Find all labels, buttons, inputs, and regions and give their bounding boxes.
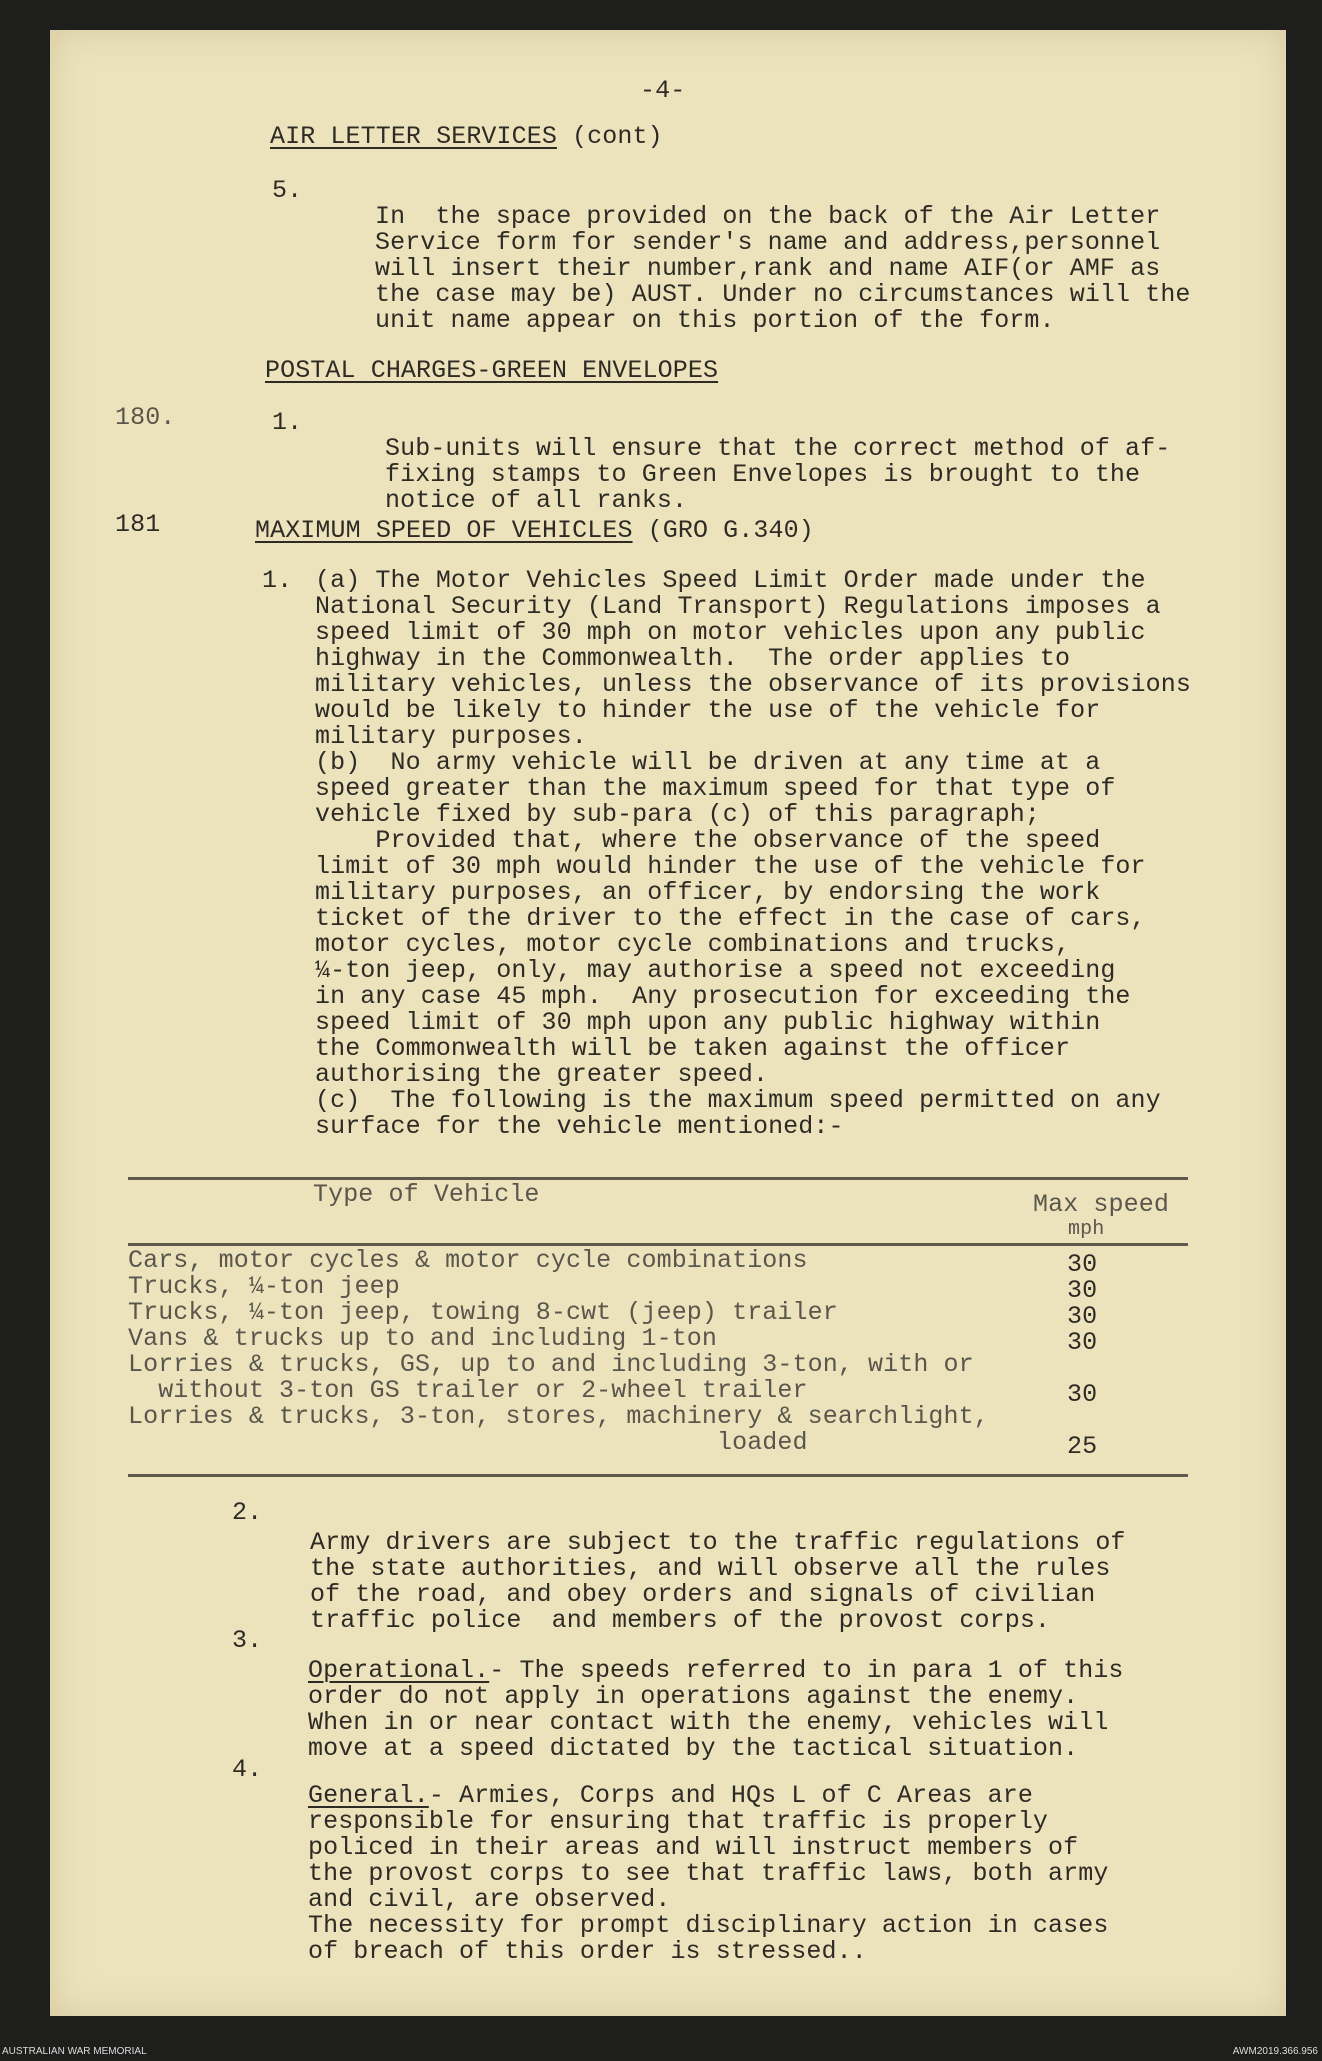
table-cell-speed: 30 bbox=[1067, 1250, 1098, 1279]
para-number: 5. bbox=[272, 176, 303, 205]
section-heading-postal: POSTAL CHARGES-GREEN ENVELOPES bbox=[265, 356, 719, 385]
table-cell-speed: 25 bbox=[1067, 1432, 1098, 1461]
text-line: authorising the greater speed. bbox=[315, 1060, 769, 1089]
text-line: In the space provided on the back of the Air Letter bbox=[375, 202, 1161, 231]
text-line: order do not apply in operations against the enemy. bbox=[308, 1682, 1079, 1711]
footer-credit: AUSTRALIAN WAR MEMORIAL bbox=[2, 2046, 147, 2057]
heading-text: MAXIMUM SPEED OF VEHICLES bbox=[255, 516, 633, 545]
text-line: fixing stamps to Green Envelopes is brought to the bbox=[385, 460, 1141, 489]
table-cell-speed: 30 bbox=[1067, 1276, 1098, 1305]
table-cell-type: Cars, motor cycles & motor cycle combinations bbox=[128, 1246, 808, 1275]
text-line: the case may be) AUST. Under no circumstances will the bbox=[375, 280, 1191, 309]
text-line: (b) No army vehicle will be driven at any time at a bbox=[315, 748, 1101, 777]
heading-suffix: (cont) bbox=[556, 122, 663, 151]
text-line: would be likely to hinder the use of the vehicle for bbox=[315, 696, 1101, 725]
text-line: When in or near contact with the enemy, vehicles will bbox=[308, 1708, 1109, 1737]
text-line: National Security (Land Transport) Regulations imposes a bbox=[315, 592, 1161, 621]
table-cell-type: Lorries & trucks, 3-ton, stores, machinery & searchlight, bbox=[128, 1402, 989, 1431]
table-header-type: Type of Vehicle bbox=[313, 1180, 540, 1209]
table-cell-speed: 30 bbox=[1067, 1302, 1098, 1331]
text-line: traffic police and members of the provost corps. bbox=[310, 1606, 1051, 1635]
heading-suffix: (GRO G.340) bbox=[632, 516, 814, 545]
text-line: (a) The Motor Vehicles Speed Limit Order made under the bbox=[315, 566, 1146, 595]
para-number: 2. bbox=[232, 1498, 263, 1527]
section-heading-speed bbox=[255, 518, 814, 544]
text-line: Service form for sender's name and address,personnel bbox=[375, 228, 1161, 257]
text-line: the provost corps to see that traffic laws, both army bbox=[308, 1859, 1109, 1888]
text-line: military vehicles, unless the observance of its provisions bbox=[315, 670, 1191, 699]
table-cell-speed: 30 bbox=[1067, 1328, 1098, 1357]
table-cell-type: Vans & trucks up to and including 1-ton bbox=[128, 1324, 717, 1353]
text-line: policed in their areas and will instruct members of bbox=[308, 1833, 1079, 1862]
text-line: limit of 30 mph would hinder the use of the vehicle for bbox=[315, 852, 1146, 881]
text-line: (c) The following is the maximum speed permitted on any bbox=[315, 1086, 1161, 1115]
text-line bbox=[308, 1783, 1108, 1809]
table-cell-speed: 30 bbox=[1067, 1380, 1098, 1409]
para-title: Operational. bbox=[308, 1656, 490, 1685]
table-rule-top bbox=[128, 1177, 1188, 1180]
para-number: 1. bbox=[262, 566, 293, 595]
para-number: 3. bbox=[232, 1626, 263, 1655]
text-line: Sub-units will ensure that the correct method of af- bbox=[385, 434, 1171, 463]
para-number: 1. bbox=[272, 408, 303, 437]
para-number: 4. bbox=[232, 1755, 263, 1784]
text-line: Army drivers are subject to the traffic regulations of bbox=[310, 1528, 1126, 1557]
para-air-letter-5 bbox=[375, 178, 1191, 360]
text-line: military purposes, an officer, by endorsing the work bbox=[315, 878, 1101, 907]
text-line: motor cycles, motor cycle combinations and trucks, bbox=[315, 930, 1071, 959]
text-line: highway in the Commonwealth. The order applies to bbox=[315, 644, 1071, 673]
heading-text: AIR LETTER SERVICES bbox=[270, 122, 557, 151]
text-line bbox=[308, 1658, 1124, 1684]
para-speed-1 bbox=[315, 568, 1191, 1140]
text: - Armies, Corps and HQs L of C Areas are bbox=[428, 1781, 1033, 1810]
text-line: in any case 45 mph. Any prosecution for exceeding the bbox=[315, 982, 1131, 1011]
text-line: military purposes. bbox=[315, 722, 587, 751]
para-4 bbox=[308, 1757, 1108, 1991]
text-line: will insert their number,rank and name AIF(or AMF as bbox=[375, 254, 1161, 283]
table-rule-bottom bbox=[128, 1474, 1188, 1477]
margin-number: 181 bbox=[115, 510, 161, 539]
table-cell-type: Trucks, ¼-ton jeep bbox=[128, 1272, 400, 1301]
text-line: ticket of the driver to the effect in the case of cars, bbox=[315, 904, 1146, 933]
para-title: General. bbox=[308, 1781, 429, 1810]
footer-accession-number: AWM2019.366.956 bbox=[1232, 2046, 1318, 2057]
text-line: move at a speed dictated by the tactical situation. bbox=[308, 1734, 1079, 1763]
text-line: of breach of this order is stressed.. bbox=[308, 1937, 867, 1966]
table-header-unit: mph bbox=[1068, 1218, 1105, 1241]
text-line: vehicle fixed by sub-para (c) of this paragraph; bbox=[315, 800, 1040, 829]
text-line: the Commonwealth will be taken against the officer bbox=[315, 1034, 1071, 1063]
table-header-speed: Max speed bbox=[1033, 1190, 1169, 1219]
text-line: speed limit of 30 mph on motor vehicles upon any public bbox=[315, 618, 1146, 647]
text-line: speed limit of 30 mph upon any public highway within bbox=[315, 1008, 1101, 1037]
table-cell-type: Lorries & trucks, GS, up to and including 3-ton, with or bbox=[128, 1350, 974, 1379]
text-line: surface for the vehicle mentioned:- bbox=[315, 1112, 844, 1141]
text: - The speeds referred to in para 1 of this bbox=[489, 1656, 1124, 1685]
text-line: of the road, and obey orders and signals of civilian bbox=[310, 1580, 1096, 1609]
text-line: unit name appear on this portion of the form. bbox=[375, 306, 1055, 335]
text-line: speed greater than the maximum speed for that type of bbox=[315, 774, 1116, 803]
text-line: Provided that, where the observance of the speed bbox=[315, 826, 1101, 855]
margin-number: 180. bbox=[115, 403, 176, 432]
table-cell-type-cont: loaded bbox=[128, 1428, 808, 1457]
text-line: and civil, are observed. bbox=[308, 1885, 671, 1914]
page-number: -4- bbox=[640, 76, 686, 105]
text-line: The necessity for prompt disciplinary action in cases bbox=[308, 1911, 1109, 1940]
table-cell-type-cont: without 3-ton GS trailer or 2-wheel trailer bbox=[128, 1376, 808, 1405]
section-heading-air-letter bbox=[270, 124, 663, 150]
text-line: responsible for ensuring that traffic is properly bbox=[308, 1807, 1049, 1836]
text-line: notice of all ranks. bbox=[385, 486, 688, 515]
text-line: the state authorities, and will observe all the rules bbox=[310, 1554, 1111, 1583]
text-line: ¼-ton jeep, only, may authorise a speed not exceeding bbox=[315, 956, 1116, 985]
table-cell-type: Trucks, ¼-ton jeep, towing 8-cwt (jeep) trailer bbox=[128, 1298, 838, 1327]
